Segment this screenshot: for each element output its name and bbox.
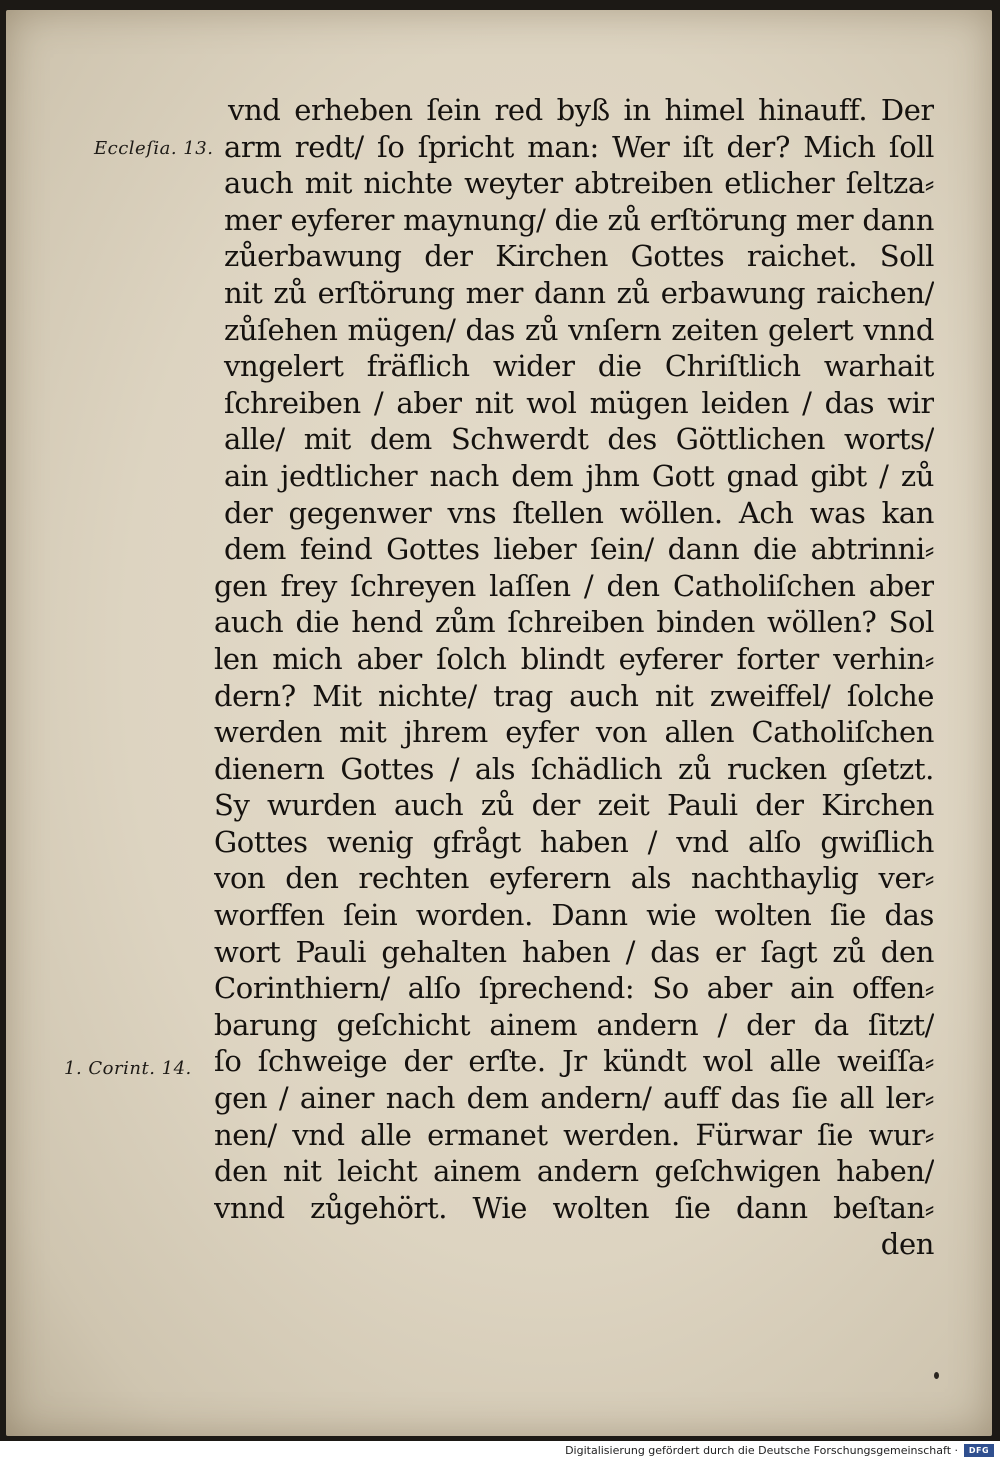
- text-line: nit zů erſtörung mer dann zů erbawung raichen/: [224, 275, 934, 310]
- text-line: dienern Gottes / als ſchädlich zů rucken gſetzt.: [214, 751, 934, 786]
- text-line: alle/ mit dem Schwerdt des Göttlichen worts/: [224, 422, 934, 457]
- text-line: ain jedtlicher nach dem jhm Gott gnad gibt / zů: [224, 458, 934, 493]
- text-line: Sy wurden auch zů der zeit Pauli der Kirchen: [214, 788, 934, 823]
- text-line: barung geſchicht ainem andern / der da ſitzt/: [214, 1007, 934, 1042]
- text-line: den nit leicht ainem andern geſchwigen haben/: [214, 1154, 934, 1189]
- book-page: [6, 10, 992, 1436]
- text-line: nen/ vnd alle ermanet werden. Fürwar ſie wur⸗: [214, 1117, 934, 1152]
- margin-note-ecclesia: Eccleſia. 13.: [94, 138, 214, 159]
- text-line: Corinthiern/ alſo ſprechend: So aber ain offen⸗: [214, 971, 934, 1006]
- digitization-footer: [0, 1441, 1000, 1461]
- text-line: vnd erheben ſein red byß in himel hinauff. Der: [228, 93, 934, 127]
- text-line: mer eyferer maynung/ die zů erſtörung mer dann: [224, 202, 934, 237]
- catchword: den: [880, 1227, 934, 1262]
- text-line: auch mit nichte weyter abtreiben etlicher ſeltza⸗: [224, 166, 934, 201]
- text-line: zůſehen mügen/ das zů vnſern zeiten gelert vnnd: [224, 312, 934, 347]
- body-text: [214, 92, 934, 1263]
- text-line: dem feind Gottes lieber ſein/ dann die abtrinni⸗: [224, 532, 934, 567]
- text-line: len mich aber ſolch blindt eyferer forter verhin⸗: [214, 641, 934, 676]
- funding-credit: Digitalisierung gefördert durch die Deutsche Forschungsgemeinschaft ·: [565, 1444, 958, 1457]
- ink-speck: [934, 1372, 939, 1379]
- text-line: arm redt/ ſo ſpricht man: Wer iſt der? Mich ſoll: [224, 129, 934, 164]
- text-line: Gottes wenig gfrågt haben / vnd alſo gwiſlich: [214, 824, 934, 859]
- text-line: zůerbawung der Kirchen Gottes raichet. Soll: [224, 239, 934, 274]
- text-line: ſchreiben / aber nit wol mügen leiden / das wir: [224, 385, 934, 420]
- text-line: worffen ſein worden. Dann wie wolten ſie das: [214, 898, 934, 933]
- text-line: auch die hend zům ſchreiben binden wöllen? Sol: [214, 605, 934, 640]
- text-line: der gegenwer vns ſtellen wöllen. Ach was kan: [224, 495, 934, 530]
- text-line: von den rechten eyferern als nachthaylig ver⸗: [214, 861, 934, 896]
- text-line: gen frey ſchreyen laſſen / den Catholiſchen aber: [214, 568, 934, 603]
- text-line: ſo ſchweige der erſte. Jr kündt wol alle weiſſa⸗: [214, 1044, 934, 1079]
- text-line: vngelert fräflich wider die Chriſtlich warhait: [224, 349, 934, 384]
- text-line: werden mit jhrem eyfer von allen Catholiſchen: [214, 715, 934, 750]
- text-line: dern? Mit nichte/ trag auch nit zweiffel/ ſolche: [214, 678, 934, 713]
- dfg-logo: DFG: [964, 1444, 994, 1457]
- margin-note-corinthians: 1. Corint. 14.: [64, 1058, 192, 1079]
- text-line: vnnd zůgehört. Wie wolten ſie dann beſtan⸗: [214, 1190, 934, 1225]
- text-line: wort Pauli gehalten haben / das er ſagt zů den: [214, 934, 934, 969]
- text-line: gen / ainer nach dem andern/ auff das ſie all ler⸗: [214, 1081, 934, 1116]
